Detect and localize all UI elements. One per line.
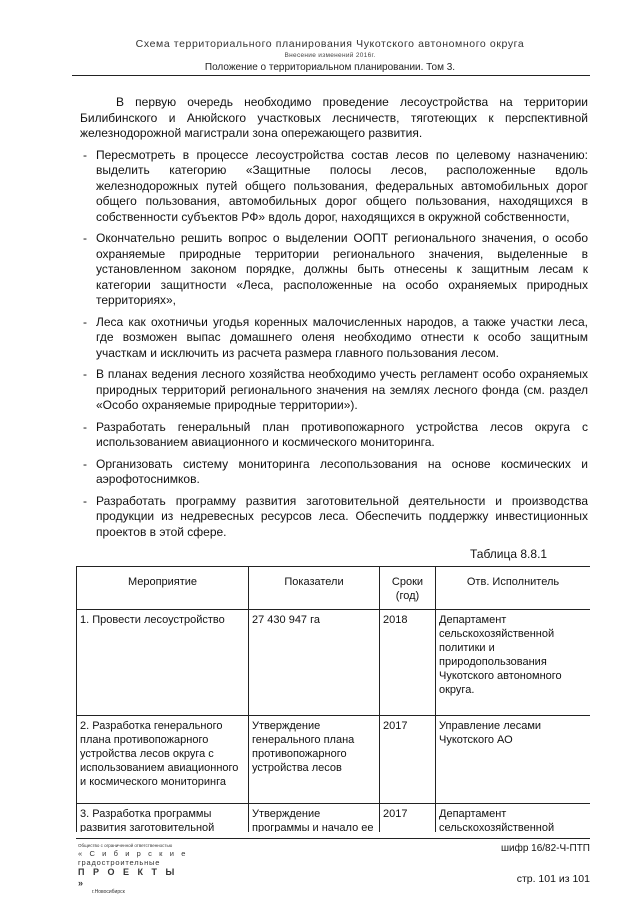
column-header-indicators: Показатели <box>249 567 380 610</box>
table-cell: 3. Разработка программы развития заготовительной <box>77 804 249 833</box>
intro-paragraph: В первую очередь необходимо проведение лесоустройства на территории Билибинского и Анюйского участковых лесничеств, тяготеющих к перспективной железнодорожной магистрали зона опережающего развития. <box>80 95 588 140</box>
company-logo: Общество с ограниченной ответственностью « С и б и р с к и е градостроительные П Р О Е К Т Ы » г.Новосибирск <box>78 843 188 895</box>
page-header <box>60 38 600 74</box>
table-cell: Департамент сельскохозяйственной <box>436 804 591 833</box>
list-item: - Окончательно решить вопрос о выделении ООПТ регионального значения, о особо охраняемые природные территории регионального значения, выделенные в установленном законом порядке, должны быть отнесены к защитным лесам к категории защитности «Леса, расположенные на особо охраняемых природных территориях», <box>83 231 588 307</box>
list-item: - В планах ведения лесного хозяйства необходимо учесть регламент особо охраняемых природных территорий регионального значения на землях лесного фонда (см. раздел «Особо охраняемые природные территории»). <box>83 367 588 412</box>
table-cell: Управление лесами Чукотского АО <box>436 716 591 804</box>
table-row <box>77 716 591 804</box>
table-cell: Департамент сельскохозяйственной политики и природопользования Чукотского автономного округа. <box>436 610 591 716</box>
body-text <box>80 95 588 546</box>
page-number: стр. 101 из 101 <box>516 873 590 885</box>
table-caption: Таблица 8.8.1 <box>470 547 548 561</box>
table-cell: 2017 <box>380 804 436 833</box>
footer-rule <box>76 838 590 839</box>
table-cell: 27 430 947 га <box>249 610 380 716</box>
volume-title: Положение о территориальном планировании. Том 3. <box>204 62 456 73</box>
table-cell: 1. Провести лесоустройство <box>77 610 249 716</box>
table-cell: 2018 <box>380 610 436 716</box>
measures-table-wrapper <box>76 566 590 832</box>
list-item: - Организовать систему мониторинга лесопользования на основе космических и аэрофотоснимков. <box>83 456 588 486</box>
document-subtitle: Внесение изменений 2016г. <box>284 52 376 59</box>
list-item: - Леса как охотничьи угодья коренных малочисленных народов, а также участки леса, где возможен выпас домашнего оленя необходимо отнести к особо защитным участкам и исключить из расчета размера главного пользования лесом. <box>83 314 588 360</box>
table-header-row <box>77 567 591 610</box>
column-header-measure: Мероприятие <box>77 567 249 610</box>
measures-table <box>76 566 590 832</box>
column-header-deadline: Сроки (год) <box>380 567 436 610</box>
table-cell: Утверждение генерального плана противопожарного устройства лесов <box>249 716 380 804</box>
table-row <box>77 610 591 716</box>
header-rule <box>72 75 590 76</box>
table-row <box>77 804 591 833</box>
list-item: - Разработать генеральный план противопожарного устройства лесов округа с использованием авиационного и космического мониторинга. <box>83 419 588 449</box>
document-title: Схема территориального планирования Чукотского автономного округа <box>135 38 525 50</box>
list-item: - Разработать программу развития заготовительной деятельности и производства продукции из недревесных ресурсов леса. Обеспечить поддержку инвестиционных проектов в этой сфере. <box>83 493 588 539</box>
table-cell: Утверждение программы и начало ее <box>249 804 380 833</box>
table-cell: 2. Разработка генерального плана противопожарного устройства лесов округа с использованием авиационного и космического мониторинга <box>77 716 249 804</box>
table-cell: 2017 <box>380 716 436 804</box>
column-header-executor: Отв. Исполнитель <box>436 567 591 610</box>
document-cipher: шифр 16/82-Ч-ПТП <box>500 843 590 854</box>
list-item: - Пересмотреть в процессе лесоустройства состав лесов по целевому назначению: выделить категорию «Защитные полосы лесов, расположенные вдоль железнодорожных путей общего пользования, федеральных автомобильных дорог общего пользования, автомобильных дорог общего пользования, находящихся в собственности субъектов РФ» вдоль дорог, находящихся в окружной собственности, <box>83 147 588 224</box>
